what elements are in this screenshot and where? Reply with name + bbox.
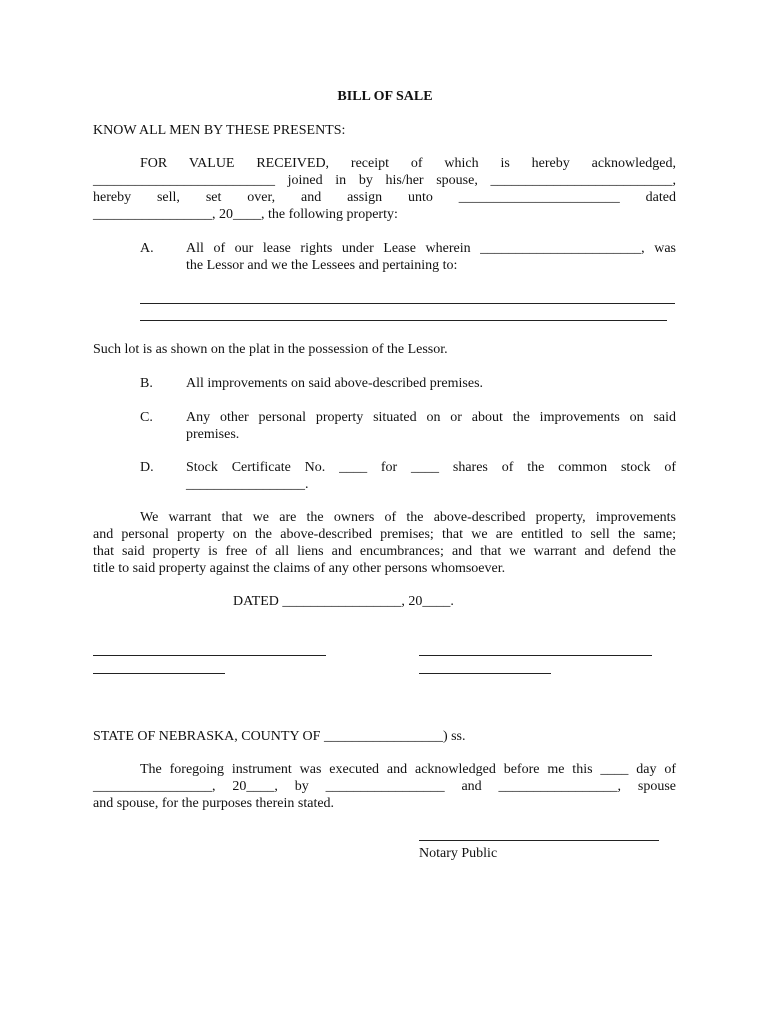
value-received-line-2: __________________________ joined in by his/her spouse, __________________________,	[93, 173, 676, 188]
value-received-line-1: FOR VALUE RECEIVED, receipt of which is hereby acknowledged,	[140, 156, 676, 171]
notary-signature-line	[419, 840, 659, 841]
item-d-marker: D.	[140, 460, 154, 475]
state-county-line: STATE OF NEBRASKA, COUNTY OF _________________) ss.	[93, 729, 466, 744]
document-title: BILL OF SALE	[337, 89, 433, 104]
lot-note: Such lot is as shown on the plat in the possession of the Lessor.	[93, 342, 448, 357]
property-description-blank-1	[140, 303, 675, 304]
item-a-line-1: All of our lease rights under Lease wherein _______________________, was	[186, 241, 676, 256]
seller-signature-line-right	[419, 655, 652, 656]
item-c-line-2: premises.	[186, 427, 240, 442]
seller-signature-line-left	[93, 655, 326, 656]
item-b-marker: B.	[140, 376, 153, 391]
item-d-line-2: _________________.	[186, 477, 309, 492]
item-d-line-1: Stock Certificate No. ____ for ____ shares of the common stock of	[186, 460, 676, 475]
warranty-line-3: that said property is free of all liens and encumbrances; and that we warrant and defend the	[93, 544, 676, 559]
warranty-line-1: We warrant that we are the owners of the above-described property, improvements	[140, 510, 676, 525]
item-a-line-2: the Lessor and we the Lessees and pertaining to:	[186, 258, 458, 273]
intro-line: KNOW ALL MEN BY THESE PRESENTS:	[93, 123, 346, 138]
property-description-blank-2	[140, 320, 667, 321]
seller-name-line-left	[93, 673, 225, 674]
item-c-line-1: Any other personal property situated on or about the improvements on said	[186, 410, 676, 425]
item-a-marker: A.	[140, 241, 154, 256]
acknowledgment-line-2: _________________, 20____, by _________________ and _________________, spouse	[93, 779, 676, 794]
warranty-line-2: and personal property on the above-described premises; that we are entitled to sell the same;	[93, 527, 676, 542]
acknowledgment-line-3: and spouse, for the purposes therein stated.	[93, 796, 335, 811]
value-received-line-4: _________________, 20____, the following property:	[93, 207, 398, 222]
warranty-line-4: title to said property against the claims of any other persons whomsoever.	[93, 561, 506, 576]
item-b-text: All improvements on said above-described premises.	[186, 376, 484, 391]
value-received-line-3: hereby sell, set over, and assign unto _______________________ dated	[93, 190, 676, 205]
notary-public-label: Notary Public	[419, 846, 498, 861]
seller-name-line-right	[419, 673, 551, 674]
dated-line: DATED _________________, 20____.	[233, 594, 454, 609]
item-c-marker: C.	[140, 410, 153, 425]
acknowledgment-line-1: The foregoing instrument was executed and acknowledged before me this ____ day of	[140, 762, 676, 777]
